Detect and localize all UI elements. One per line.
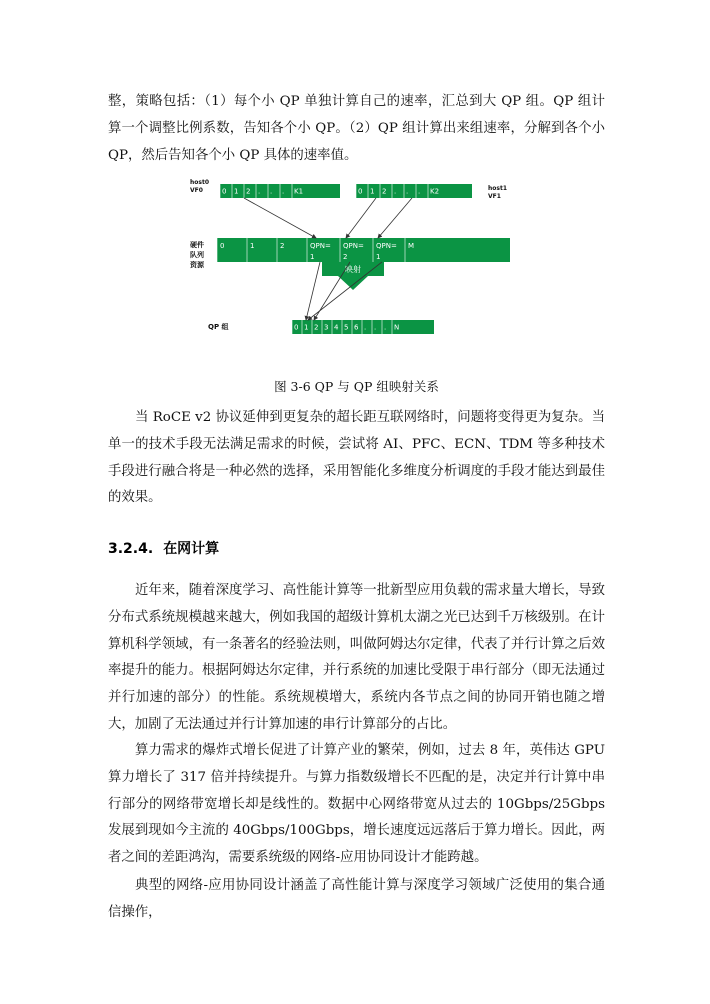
paragraph-codesign: 典型的网络-应用协同设计涵盖了高性能计算与深度学习领域广泛使用的集合通信操作，: [108, 878, 605, 920]
vf0-cell-label: .: [282, 187, 285, 196]
qp-group-cell-label: N: [394, 323, 400, 332]
vf1-cell-label: 1: [370, 187, 375, 196]
hw-label-line-2: 队列: [190, 251, 204, 259]
vf1-cell-label: .: [394, 187, 397, 196]
hw-cell-bottom-label: 1: [310, 253, 315, 261]
vf0-cell-label: 2: [246, 187, 251, 196]
vf0-queue-bar: [220, 184, 340, 198]
vf0-cell-label: .: [270, 187, 273, 196]
mapping-arrow-icon: [338, 276, 368, 290]
vf0-cell-label: K1: [294, 187, 304, 196]
vf0-cell-label: 0: [222, 187, 227, 196]
vf1-cell-label: K2: [430, 187, 440, 196]
line-vf0-to-hw: [244, 198, 316, 238]
paragraph-bandwidth: 算力需求的爆炸式增长促进了计算产业的繁荣，例如，过去 8 年，英伟达 GPU 算力增长了 317 倍并持续提升。与算力指数级增长不匹配的是，决定并行计算中串行部分的网络带宽增长却是线性的。数据中心网络带宽从过去的 10Gbps/25Gbps 发展到现如今主流的 40Gbps/100Gbps，增长速度远远落后于算力增长。因此，两者之间的差距鸿沟，需要系统级的网络-应用协同设计才能跨越。: [108, 743, 605, 866]
qp-group-cell-label: 4: [334, 323, 339, 332]
section-number: 3.2.4.: [108, 541, 154, 557]
qp-mapping-diagram: [180, 172, 530, 352]
hw-cell-bottom-label: 2: [343, 253, 348, 261]
vf0-cell-label: .: [258, 187, 261, 196]
line-vf1-0-to-hw: [346, 198, 376, 238]
qp-group-cell-label: 0: [294, 323, 299, 332]
qp-group-cell-label: 6: [354, 323, 359, 332]
qp-group-cell-label: 5: [344, 323, 349, 332]
mapping-label: 映射: [345, 265, 361, 274]
vf1-cell-label: 2: [382, 187, 387, 196]
section-title: 在网计算: [163, 541, 220, 557]
qp-group-cell-label: .: [364, 323, 367, 332]
mapping-box: [322, 262, 384, 290]
hw-cell-top-label: 1: [250, 242, 255, 250]
paragraph-strategy: 整，策略包括：（1）每个小 QP 单独计算自己的速率，汇总到大 QP 组。QP 组计算一个调整比例系数，告知各个小 QP。（2）QP 组计算出来组速率，分解到各个小 QP，然后告知各个小 QP 具体的速率值。: [108, 94, 605, 163]
qp-group-bar: [292, 320, 434, 334]
qp-group-cell-label: 3: [324, 323, 329, 332]
hw-cell-top-label: 2: [280, 242, 285, 250]
qp-group-cell-label: 1: [304, 323, 309, 332]
qp-group-cell-label: .: [374, 323, 377, 332]
figure-caption: 图 3-6 QP 与 QP 组映射关系: [274, 379, 439, 394]
paragraph-amdahl: 近年来，随着深度学习、高性能计算等一批新型应用负载的需求量大增长，导致分布式系统规模越来越大，例如我国的超级计算机太湖之光已达到千万核级别。在计算机科学领域，有一条著名的经验法则，叫做阿姆达尔定律，代表了并行计算之后效率提升的能力。根据阿姆达尔定律，并行系统的加速比受限于串行部分（即无法通过并行加速的部分）的性能。系统规模增大，系统内各节点之间的协同开销也随之增大，加剧了无法通过并行计算加速的串行计算部分的占比。: [108, 583, 605, 732]
qp-group-cell-label: .: [384, 323, 387, 332]
vf1-cell-label: 0: [358, 187, 363, 196]
hw-cell-top-label: QPN=: [376, 242, 397, 250]
section-heading: [108, 538, 219, 558]
hw-label-line-3: 资源: [190, 261, 204, 269]
vf0-cell-label: 1: [234, 187, 239, 196]
hw-cell-top-label: QPN=: [343, 242, 364, 250]
host0-label: host0: [190, 179, 210, 186]
hw-cell-bottom-label: 1: [376, 253, 381, 261]
qp-group-label: QP 组: [208, 323, 229, 331]
line-vf1-2-to-hw: [378, 198, 412, 238]
qp-group-cell-label: 2: [314, 323, 319, 332]
hw-cell-top-label: M: [408, 242, 415, 250]
hw-cell-top-label: 0: [220, 242, 225, 250]
hw-queue-bar: [217, 238, 510, 262]
vf1-cell-label: .: [418, 187, 421, 196]
hw-cell-top-label: QPN=: [310, 242, 331, 250]
line-hw-to-group-1: [306, 262, 320, 320]
hw-label-line-1: 硬件: [190, 241, 204, 249]
paragraph-roce: 当 RoCE v2 协议延伸到更复杂的超长距互联网络时，问题将变得更为复杂。当单一的技术手段无法满足需求的时候，尝试将 AI、PFC、ECN、TDM 等多种技术手段进行融合将是一种必然的选择，采用智能化多维度分析调度的手段才能达到最佳的效果。: [108, 410, 605, 506]
vf1-label: VF1: [488, 193, 501, 200]
vf0-label: VF0: [190, 187, 203, 194]
vf1-cell-label: .: [406, 187, 409, 196]
host1-label: host1: [488, 185, 508, 192]
vf1-queue-bar: [356, 184, 472, 198]
